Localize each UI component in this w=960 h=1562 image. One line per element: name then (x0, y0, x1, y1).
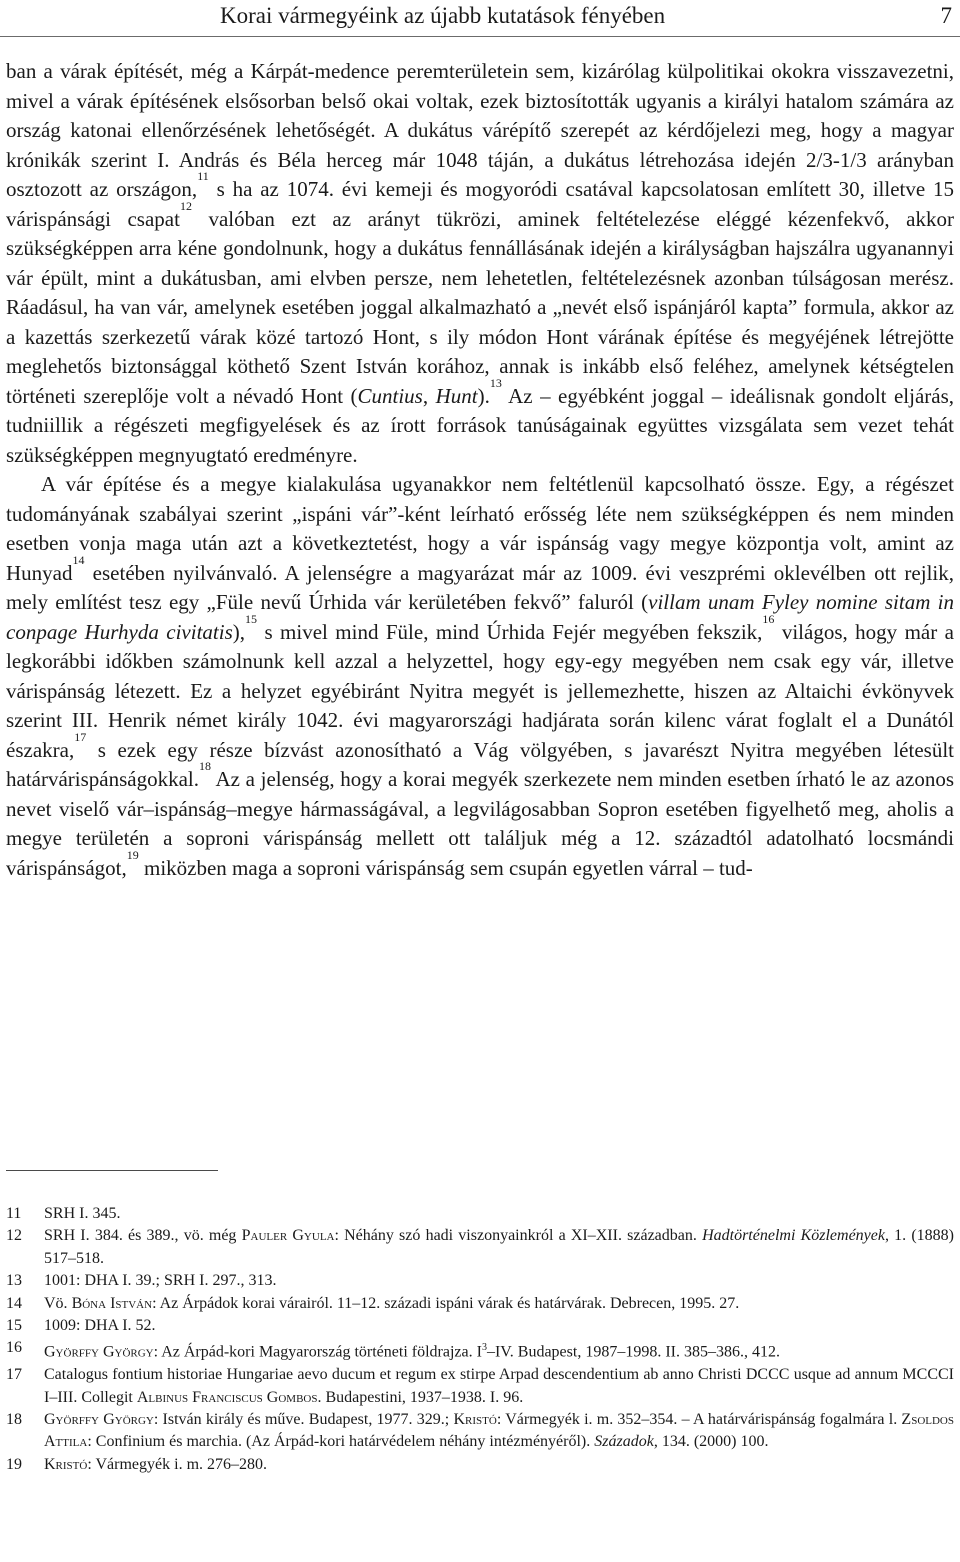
text-run: világos, hogy már a legkorábbi időkben számolnunk kell azzal a helyzettel, hogy egy-egy megyében nem csak egy vár, illetve várispánság létezett. Ez a helyzet egyébiránt Nyitra megyét is jellemezhette, hiszen az Altaichi évkönyvek szerint III. Henrik német király 1042. évi magyarországi hadjárata során kilenc várat foglalt el a Dunától északra, (6, 619, 954, 762)
footnote-ref-13[interactable]: 13 (489, 375, 502, 390)
footnote-17 (6, 1364, 954, 1409)
footnote-ref-15[interactable]: 15 (245, 611, 258, 626)
footnote-16 (6, 1337, 954, 1364)
author-name: Bóna István (71, 1294, 153, 1312)
text-run: Az – egyébként joggal – ideálisnak gondolt eljárás, tudniillik a régészeti megfigyelések és az írott források tanúságainak együttes vizsgálata sem vezet tehát szükségképpen megnyugtató eredményre. (6, 383, 955, 467)
paragraph-1 (6, 57, 954, 470)
footnote-text: : Néhány szó hadi viszonyainkról a XI–XII. században. (334, 1227, 703, 1245)
footnote-text: : Vármegyék i. m. 352–354. – A határvárispánság fogalmára l. (496, 1410, 902, 1428)
footnotes (6, 1203, 954, 1476)
footnote-text: Catalogus fontium historiae Hungariae aevo ducum et regum ex stirpe Arpad descendentium ab anno Christi DCCC usque ad annum MCCCI I–III. Collegit (44, 1366, 954, 1406)
footnote-number: 19 (6, 1455, 22, 1473)
footnote-text: : Confinium és marchia. (Az Árpád-kori határvédelem néhány intézményéről). (87, 1433, 595, 1451)
page-number: 7 (940, 3, 952, 28)
footnote-text: : István király és műve. Budapest, 1977. 329.; (153, 1410, 454, 1428)
edition-superscript: 3 (481, 1342, 487, 1354)
footnote-19 (6, 1454, 954, 1476)
footnote-number: 18 (6, 1410, 22, 1428)
author-name: Albinus Franciscus Gombos (136, 1388, 318, 1406)
footnote-13 (6, 1270, 954, 1292)
footnote-number: 14 (6, 1294, 22, 1312)
paragraph-2 (6, 470, 954, 883)
latin-quote: villam unam Fyley nomine sitam in conpage Hurhyda civitatis (6, 590, 954, 644)
footnote-ref-19[interactable]: 19 (126, 847, 139, 862)
footnote-ref-18[interactable]: 18 (199, 759, 212, 773)
text-run: Az a jelenség, hogy a korai megyék szerkezete nem minden esetben írható le az azonos nevet viselő vár–ispánság–megye hármasságával, a legvilágosabban Sopron esetében figyelhető meg, aholis a megye területén a soproni várispánság mellett ott találjuk még a 12. századtól adatolható locsmándi várispánságot, (6, 767, 954, 880)
running-title: Korai vármegyéink az újabb kutatások fényében (220, 3, 666, 28)
footnote-number: 13 (6, 1272, 22, 1290)
footnote-text: : Az Árpádok korai várairól. 11–12. századi ispáni várak és határvárak. Debrecen, 1995. 27. (152, 1294, 740, 1312)
author-name: Györffy György (44, 1410, 154, 1428)
footnote-text: Vö. (44, 1294, 72, 1312)
text-run: A vár építése és a megye kialakulása ugyanakkor nem feltétlenül kapcsolható össze. Egy, a régészet tudományának szabályai szerint „ispáni vár”-ként leírható erősség léte nem szükségképpen és nem minden esetben vonja maga után azt a következtetést, hogy a vár ispánság vagy megye központja volt, amint az Hunyad (6, 472, 954, 585)
journal-title: Hadtörténelmi Közlemények (702, 1227, 885, 1245)
footnote-text: . Budapestini, 1937–1938. I. 96. (317, 1388, 524, 1406)
footnote-ref-12[interactable]: 12 (179, 198, 192, 213)
author-name: Zsoldos Attila (44, 1410, 954, 1451)
footnote-15 (6, 1315, 954, 1337)
text-run: s mivel mind Füle, mind Úrhida Fejér megyében fekszik, (257, 619, 763, 644)
italic-term: Cuntius (357, 383, 423, 408)
footnote-text: , 134. (2000) 100. (653, 1433, 769, 1451)
footnote-number: 12 (6, 1227, 22, 1245)
running-header (0, 0, 960, 37)
text-run: esetében nyilvánvaló. A jelenségre a magyarázat már az 1009. évi veszprémi oklevélben ott rejlik, mely említést tesz egy „Füle nevű Úrhida vár kerületében fekvő” faluról ( (6, 560, 954, 614)
footnote-text: 1001: DHA I. 39.; SRH I. 297., 313. (44, 1272, 277, 1290)
footnote-ref-14[interactable]: 14 (72, 552, 85, 567)
footnote-number: 17 (6, 1366, 22, 1384)
text-run: valóban ezt az arányt tükrözi, aminek feltételezése eléggé kézenfekvő, akkor szükségképpen arra kéne gondolnunk, hogy a dukátus fennállásának idején a királyságban hajszálra ugyanannyi vár épült, mint a dukátusban, ami elvben persze, nem lehetetlen, feltételezésnek azonban túlságosan merész. Ráadásul, ha van vár, amelynek esetében joggal alkalmazható a „nevét első ispánjáról kapta” formula, akkor az a kazettás szerkezetű várak közé tartozó Hont, s ily módon Hont várának építése és megyéjének létrejötte meglehetős biztonsággal köthető Szent István korához, annak is inkább első feléhez, amelynek kétségtelen történeti szereplője volt a névadó Hont ( (6, 206, 954, 408)
footnote-text: –IV. Budapest, 1987–1998. II. 385–386., 412. (486, 1343, 780, 1361)
footnote-text: , 1. (1888) 517–518. (44, 1227, 955, 1267)
footnote-11 (6, 1203, 954, 1225)
footnote-12 (6, 1225, 954, 1270)
footnote-number: 11 (6, 1205, 22, 1222)
author-name: Györffy György (44, 1343, 154, 1361)
journal-title: Századok (594, 1433, 654, 1451)
footnote-text: SRH I. 384. és 389., vö. még (44, 1227, 242, 1245)
footnote-18 (6, 1409, 954, 1454)
main-text (6, 57, 954, 883)
text-run: miközben maga a soproni várispánság sem csupán egyetlen várral – tud- (138, 855, 753, 880)
footnote-separator (6, 1170, 218, 1171)
text-run: s ezek egy része bízvást azonosítható a Vág völgyében, s javarészt Nyitra megyében létesült határvárispánságokkal. (6, 737, 954, 791)
footnote-ref-16[interactable]: 16 (762, 611, 775, 626)
footnote-text: : Vármegyék i. m. 276–280. (87, 1455, 268, 1473)
italic-term: Hunt (435, 383, 478, 408)
footnote-text: 1009: DHA I. 52. (44, 1317, 156, 1335)
text-run: , (422, 383, 436, 408)
footnote-14 (6, 1293, 954, 1315)
footnote-text: : Az Árpád-kori Magyarország történeti földrajza. I (153, 1343, 482, 1361)
author-name: Kristó (453, 1410, 497, 1428)
author-name: Kristó (44, 1455, 88, 1473)
text-run: ), (232, 619, 246, 644)
footnote-ref-17[interactable]: 17 (74, 729, 87, 744)
text-run: ). (477, 383, 490, 408)
text-run: ban a várak építését, még a Kárpát-medence peremterületein sem, kizárólag külpolitikai okokra visszavezetni, mivel a várak építésének elsősorban belső okai voltak, ezek biztosították ugyanis a királyi hatalom számára az ország katonai ellenőrzésének lehetőségét. A dukátus várépítő szerepét az kérdőjelezi meg, hogy a magyar krónikák szerint I. András és Béla herceg már 1048 táján, a dukátus létrehozása idején 2/3-1/3 arányban osztozott az országon, (6, 59, 954, 201)
footnote-ref-11[interactable]: 11 (197, 169, 209, 183)
author-name: Pauler Gyula (241, 1227, 335, 1245)
footnote-number: 15 (6, 1317, 22, 1335)
footnote-number: 16 (6, 1339, 22, 1357)
footnote-text: SRH I. 345. (44, 1205, 121, 1222)
text-run: s ha az 1074. évi kemeji és mogyoródi csatával kapcsolatosan említett 30, illetve 15 várispánsági csapat (6, 177, 954, 231)
